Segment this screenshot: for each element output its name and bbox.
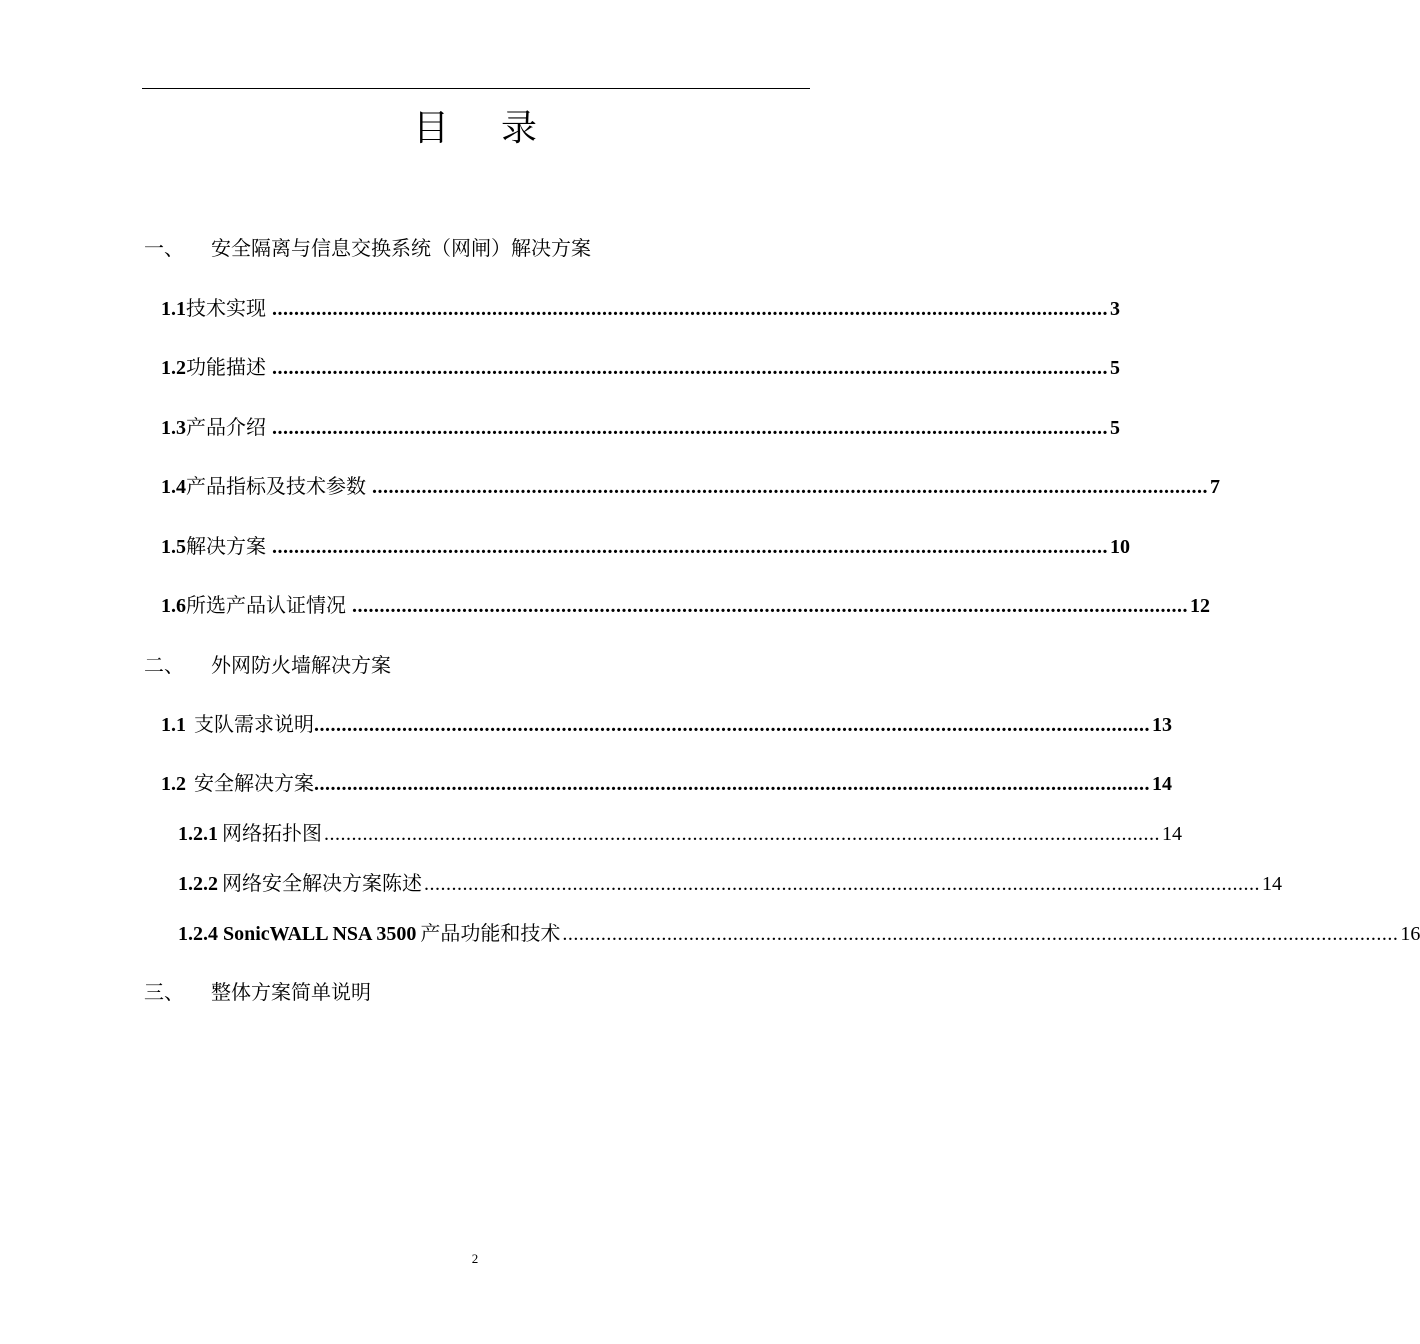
toc-section-number: 二、 [144, 653, 184, 677]
page-title: 目录 [412, 108, 589, 149]
toc-section-3[interactable] [144, 976, 744, 1005]
page-number: 2 [471, 1251, 479, 1266]
toc-section-2[interactable] [144, 649, 744, 678]
toc-entry-page: 13 [1152, 714, 1172, 736]
toc-entry-1-3[interactable] [161, 411, 1120, 440]
toc-entry-number: 1.2.1 [178, 823, 218, 845]
toc-entry-1-1[interactable] [161, 292, 1120, 321]
toc-entry-number: 1.5 [161, 536, 186, 558]
toc-entry-page: 16 [1400, 923, 1420, 945]
toc-entry-page: 7 [1210, 476, 1220, 498]
toc-leader-dots: ........................................................................................................................................................ [314, 714, 1150, 736]
toc-entry-2-1-2-1[interactable] [178, 817, 1182, 846]
toc-entry-number: 1.1 [161, 298, 186, 320]
toc-entry-2-1-2[interactable] [161, 767, 1172, 796]
toc-leader-dots: ........................................................................................................................................................ [314, 773, 1150, 795]
toc-entry-2-1-1[interactable] [161, 708, 1172, 737]
toc-entry-number: 1.2 [161, 773, 186, 795]
toc-entry-1-5[interactable] [161, 530, 1130, 559]
toc-entry-title: 功能描述 [186, 355, 266, 379]
toc-section-title: 安全隔离与信息交换系统（网闸）解决方案 [211, 236, 591, 260]
toc-entry-1-6[interactable] [161, 589, 1210, 618]
toc-entry-2-1-2-2[interactable] [178, 867, 1282, 896]
toc-entry-title: 网络安全解决方案陈述 [222, 871, 422, 895]
toc-entry-number: 1.4 [161, 476, 186, 498]
toc-entry-number: 1.2.4 SonicWALL NSA 3500 [178, 923, 417, 945]
toc-entry-page: 10 [1110, 536, 1130, 558]
toc-leader-dots: ........................................................................................................................................................ [424, 873, 1260, 895]
toc-leader-dots: ........................................................................................................................................................ [372, 476, 1208, 498]
toc-entry-1-4[interactable] [161, 470, 1220, 499]
toc-entry-number: 1.2 [161, 357, 186, 379]
toc-entry-number: 1.6 [161, 595, 186, 617]
toc-entry-page: 14 [1262, 873, 1282, 895]
toc-entry-page: 5 [1110, 357, 1120, 379]
toc-entry-title: 所选产品认证情况 [186, 593, 346, 617]
toc-entry-title: 产品介绍 [186, 415, 266, 439]
toc-entry-title: 网络拓扑图 [222, 821, 322, 845]
toc-leader-dots: ........................................................................................................................................................ [272, 298, 1108, 320]
toc-entry-title: 产品功能和技术 [420, 921, 561, 945]
toc-entry-number: 1.1 [161, 714, 186, 736]
toc-section-1[interactable] [144, 232, 744, 261]
toc-section-number: 三、 [144, 980, 184, 1004]
toc-section-number: 一、 [144, 236, 184, 260]
toc-section-title: 整体方案简单说明 [211, 980, 371, 1004]
toc-entry-page: 12 [1190, 595, 1210, 617]
toc-leader-dots: ........................................................................................................................................................ [272, 417, 1108, 439]
toc-leader-dots: ........................................................................................................................................................ [272, 536, 1108, 558]
toc-entry-title: 解决方案 [186, 534, 266, 558]
toc-section-title: 外网防火墙解决方案 [211, 653, 391, 677]
toc-leader-dots: ........................................................................................................................................................ [562, 923, 1399, 945]
header-rule [142, 88, 810, 89]
toc-entry-title: 产品指标及技术参数 [186, 474, 366, 498]
toc-leader-dots: ........................................................................................................................................................ [272, 357, 1108, 379]
toc-entry-number: 1.2.2 [178, 873, 218, 895]
toc-entry-1-2[interactable] [161, 351, 1120, 380]
toc-entry-number: 1.3 [161, 417, 186, 439]
toc-entry-page: 5 [1110, 417, 1120, 439]
toc-entry-page: 14 [1162, 823, 1182, 845]
toc-entry-title: 支队需求说明 [194, 712, 314, 736]
toc-leader-dots: ........................................................................................................................................................ [352, 595, 1188, 617]
toc-entry-page: 3 [1110, 298, 1120, 320]
toc-leader-dots: ........................................................................................................................................................ [324, 823, 1160, 845]
toc-entry-title: 技术实现 [186, 296, 266, 320]
toc-entry-title: 安全解决方案 [194, 771, 314, 795]
toc-entry-2-1-2-4[interactable] [178, 917, 1420, 946]
toc-entry-page: 14 [1152, 773, 1172, 795]
